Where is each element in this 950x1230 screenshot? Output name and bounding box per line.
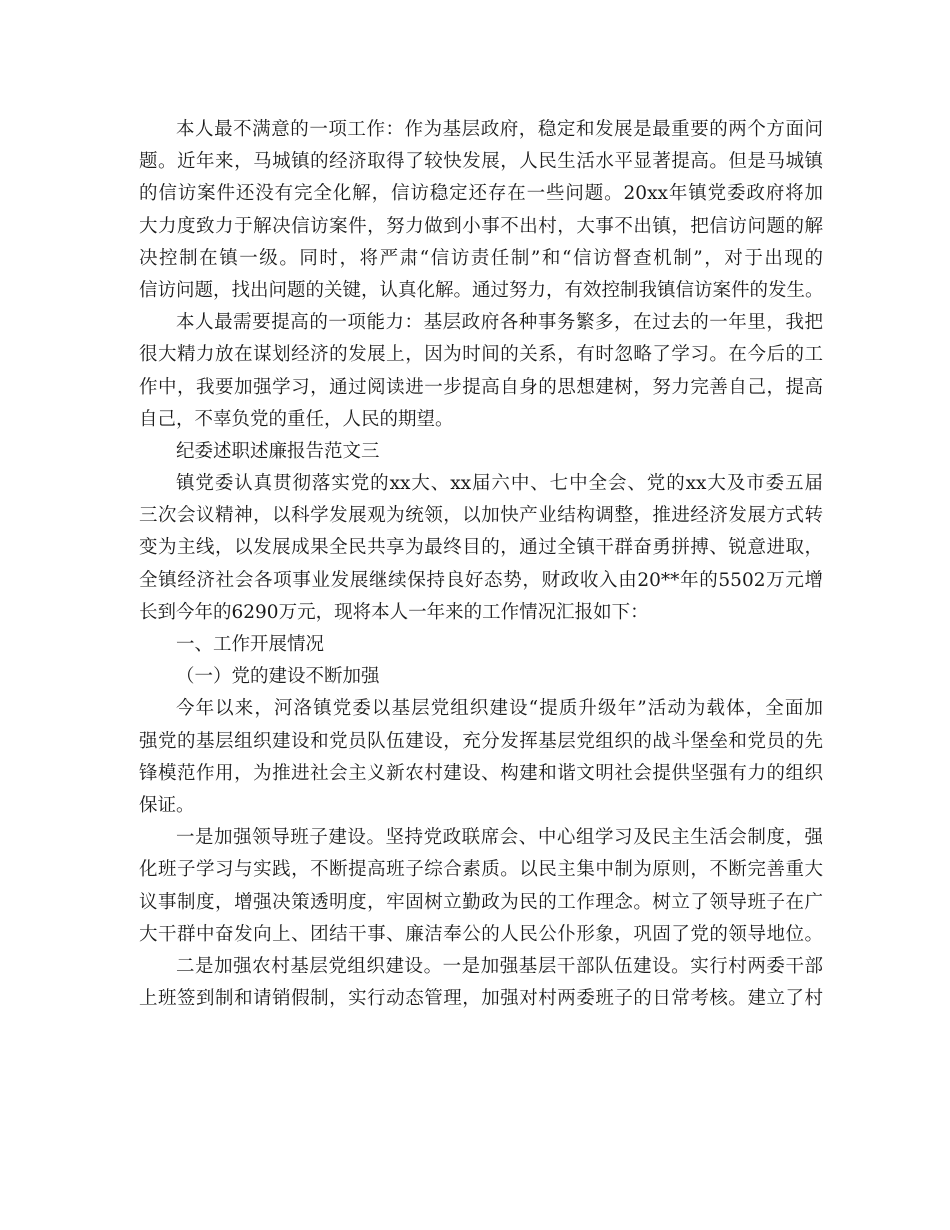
text-line: 的信访案件还没有完全化解，信访稳定还存在一些问题。20xx年镇党委政府将加 bbox=[139, 183, 823, 205]
text-line: 决控制在镇一级。同时，将严肃“信访责任制”和“信访督查机制”，对于出现的 bbox=[139, 247, 823, 269]
text-line: 作中，我要加强学习，通过阅读进一步提高自身的思想建树，努力完善自己，提高 bbox=[139, 376, 823, 398]
text-line: 保证。 bbox=[139, 794, 195, 816]
text-line: 题。近年来，马城镇的经济取得了较快发展，人民生活水平显著提高。但是马城镇 bbox=[139, 151, 823, 173]
text-line: 上班签到制和请销假制，实行动态管理，加强对村两委班子的日常考核。建立了村 bbox=[139, 988, 823, 1010]
text-line: 大干群中奋发向上、团结干事、廉洁奉公的人民公仆形象，巩固了党的领导地位。 bbox=[139, 923, 823, 945]
text-line: 二是加强农村基层党组织建设。一是加强基层干部队伍建设。实行村两委干部 bbox=[176, 955, 823, 977]
text-line: 今年以来，河洛镇党委以基层党组织建设“提质升级年”活动为载体，全面加 bbox=[176, 698, 823, 720]
text-line: 本人最需要提高的一项能力：基层政府各种事务繁多，在过去的一年里，我把 bbox=[176, 312, 823, 334]
text-line: （一）党的建设不断加强 bbox=[176, 666, 380, 688]
text-line: 三次会议精神，以科学发展观为统领，以加快产业结构调整，推进经济发展方式转 bbox=[139, 505, 823, 527]
text-line: 很大精力放在谋划经济的发展上，因为时间的关系，有时忽略了学习。在今后的工 bbox=[139, 344, 823, 366]
document-body bbox=[139, 114, 823, 1015]
text-line: 纪委述职述廉报告范文三 bbox=[176, 440, 380, 462]
text-line: 变为主线，以发展成果全民共享为最终目的，通过全镇干群奋勇拼搏、锐意进取， bbox=[139, 537, 823, 559]
text-line: 镇党委认真贯彻落实党的xx大、xx届六中、七中全会、党的xx大及市委五届 bbox=[176, 473, 823, 495]
text-line: 强党的基层组织建设和党员队伍建设，充分发挥基层党组织的战斗堡垒和党员的先 bbox=[139, 730, 823, 752]
text-line: 一是加强领导班子建设。坚持党政联席会、中心组学习及民主生活会制度，强 bbox=[176, 827, 823, 849]
text-line: 本人最不满意的一项工作：作为基层政府，稳定和发展是最重要的两个方面问 bbox=[176, 119, 823, 140]
text-line: 锋模范作用，为推进社会主义新农村建设、构建和谐文明社会提供坚强有力的组织 bbox=[139, 762, 823, 784]
text-line: 化班子学习与实践，不断提高班子综合素质。以民主集中制为原则，不断完善重大 bbox=[139, 859, 823, 881]
text-line: 一、工作开展情况 bbox=[176, 634, 325, 655]
text-line: 大力度致力于解决信访案件，努力做到小事不出村，大事不出镇，把信访问题的解 bbox=[139, 215, 823, 237]
text-line: 信访问题，找出问题的关键，认真化解。通过努力，有效控制我镇信访案件的发生。 bbox=[139, 279, 824, 301]
text-line: 全镇经济社会各项事业发展继续保持良好态势，财政收入由20**年的5502万元增 bbox=[139, 569, 823, 591]
text-line: 自己，不辜负党的重任，人民的期望。 bbox=[139, 408, 454, 430]
text-line: 长到今年的6290万元，现将本人一年来的工作情况汇报如下： bbox=[139, 601, 649, 623]
text-line: 议事制度，增强决策透明度，牢固树立勤政为民的工作理念。树立了领导班子在广 bbox=[139, 891, 823, 913]
